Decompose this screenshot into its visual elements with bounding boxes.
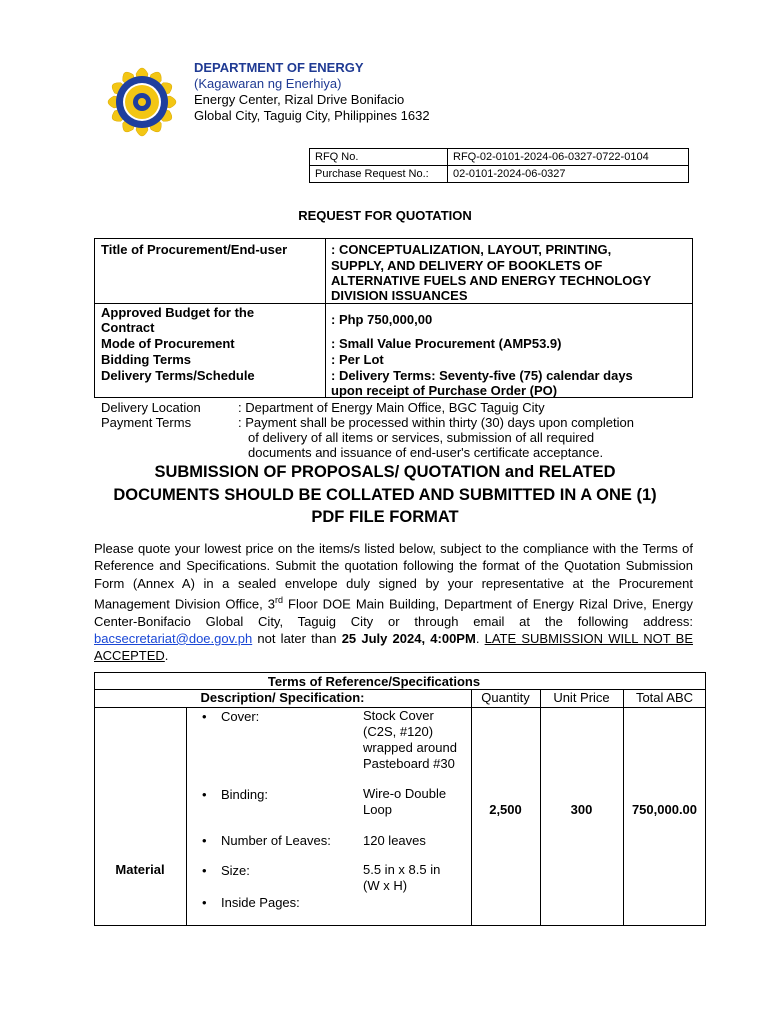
mode-of-procurement-value: : Small Value Procurement (AMP53.9) xyxy=(331,336,562,351)
title-of-procurement-label: Title of Procurement/End-user xyxy=(101,242,288,257)
terms-table-title: Terms of Reference/Specifications xyxy=(267,674,481,689)
instructions-text-2: Floor DOE Main Building, Department of Energy Rizal Drive, Energy Center-Bonifacio Global City, Taguig City or through email at the following address: xyxy=(94,596,694,629)
submission-notice-line-3: PDF FILE FORMAT xyxy=(311,508,459,526)
email-link[interactable]: bacsecretariat@doe.gov.ph xyxy=(94,630,253,646)
late-submission-warning: LATE SUBMISSION WILL NOT BE ACCEPTED xyxy=(94,630,693,664)
title-of-procurement-line-4: DIVISION ISSUANCES xyxy=(331,288,468,303)
document-title: REQUEST FOR QUOTATION xyxy=(298,208,472,223)
doe-logo xyxy=(100,60,184,144)
instructions-text-4: . xyxy=(475,630,485,646)
abc-label-line-2: Contract xyxy=(101,320,155,335)
size-value-line-2: (W x H) xyxy=(363,878,408,893)
submission-notice xyxy=(60,461,710,529)
delivery-location-value: : Department of Energy Main Office, BGC Taguig City xyxy=(238,400,545,415)
delivery-terms-line-2: upon receipt of Purchase Order (PO) xyxy=(331,383,558,398)
department-name: DEPARTMENT OF ENERGY xyxy=(194,60,364,75)
total-abc-value: 750,000.00 xyxy=(631,802,698,817)
ordinal-suffix: rd xyxy=(275,594,284,605)
inside-pages-label: Inside Pages: xyxy=(221,895,300,910)
bullet-icon: • xyxy=(202,895,207,910)
delivery-location-label: Delivery Location xyxy=(101,400,201,415)
binding-value-line-1: Wire-o Double xyxy=(363,786,447,801)
total-abc-header: Total ABC xyxy=(635,690,694,705)
cover-value-line-2: (C2S, #120) xyxy=(363,724,434,739)
purchase-request-label: Purchase Request No.: xyxy=(310,166,448,183)
submission-notice-line-1: SUBMISSION OF PROPOSALS/ QUOTATION and RELATED xyxy=(154,463,616,481)
payment-terms-line-1: : Payment shall be processed within thirty (30) days upon completion xyxy=(238,415,634,430)
unit-price-header: Unit Price xyxy=(553,690,610,705)
binding-label: Binding: xyxy=(221,787,268,802)
title-of-procurement-line-3: ALTERNATIVE FUELS AND ENERGY TECHNOLOGY xyxy=(331,273,652,288)
purchase-request-value: 02-0101-2024-06-0327 xyxy=(448,166,689,183)
info-divider-vertical xyxy=(325,238,326,398)
department-subname: (Kagawaran ng Enerhiya) xyxy=(194,76,342,91)
material-label: Material xyxy=(115,862,165,877)
bullet-icon: • xyxy=(202,787,207,802)
binding-value-line-2: Loop xyxy=(363,802,392,817)
title-of-procurement-line-1: : CONCEPTUALIZATION, LAYOUT, PRINTING, xyxy=(331,242,612,257)
size-label: Size: xyxy=(221,863,250,878)
title-of-procurement-line-2: SUPPLY, AND DELIVERY OF BOOKLETS OF xyxy=(331,258,603,273)
payment-terms-label: Payment Terms xyxy=(101,415,192,430)
bullet-icon: • xyxy=(202,709,207,724)
instructions-text-3: not later than xyxy=(252,630,342,646)
payment-terms-line-2: of delivery of all items or services, submission of all required xyxy=(248,430,595,445)
material-column-divider xyxy=(186,707,187,926)
number-of-leaves-label: Number of Leaves: xyxy=(221,833,331,848)
delivery-terms-line-1: : Delivery Terms: Seventy-five (75) calendar days xyxy=(331,368,633,383)
cover-value-line-1: Stock Cover xyxy=(363,708,434,723)
address-line-2: Global City, Taguig City, Philippines 1632 xyxy=(194,108,430,123)
mode-of-procurement-label: Mode of Procurement xyxy=(101,336,235,351)
bullet-icon: • xyxy=(202,833,207,848)
abc-label-line-1: Approved Budget for the xyxy=(101,305,255,320)
quantity-header: Quantity xyxy=(481,690,530,705)
instructions-paragraph xyxy=(94,540,693,664)
abc-value: : Php 750,000,00 xyxy=(331,312,433,327)
bidding-terms-label: Bidding Terms xyxy=(101,352,192,367)
description-header: Description/ Specification: xyxy=(200,690,365,705)
submission-notice-line-2: DOCUMENTS SHOULD BE COLLATED AND SUBMITTED IN A ONE (1) xyxy=(113,485,657,504)
deadline: 25 July 2024, 4:00PM xyxy=(341,630,476,646)
quantity-value: 2,500 xyxy=(489,802,522,817)
cover-label: Cover: xyxy=(221,709,260,724)
instructions-text-1: Please quote your lowest price on the items/s listed below, subject to the compliance with the Terms of Reference and Specifications. Submit the quotation following the format of the Quotation Submission Form (Annex A) in a sealed envelope duly signed by your representative at the Procurement Management Division Office, 3 xyxy=(94,541,693,612)
number-of-leaves-value: 120 leaves xyxy=(363,833,426,848)
size-value-line-1: 5.5 in x 8.5 in xyxy=(363,862,441,877)
instructions-text-5: . xyxy=(164,648,169,664)
delivery-terms-label: Delivery Terms/Schedule xyxy=(101,368,255,383)
bidding-terms-value: : Per Lot xyxy=(331,352,384,367)
cover-value-line-3: wrapped around xyxy=(363,740,457,755)
rfq-number-value: RFQ-02-0101-2024-06-0327-0722-0104 xyxy=(448,149,689,166)
unit-price-value: 300 xyxy=(570,802,593,817)
cover-value-line-4: Pasteboard #30 xyxy=(363,756,455,771)
rfq-number-table xyxy=(309,148,689,183)
payment-terms-line-3: documents and issuance of end-user's certificate acceptance. xyxy=(248,445,604,460)
address-line-1: Energy Center, Rizal Drive Bonifacio xyxy=(194,92,405,107)
rfq-number-label: RFQ No. xyxy=(310,149,448,166)
bullet-icon: • xyxy=(202,863,207,878)
